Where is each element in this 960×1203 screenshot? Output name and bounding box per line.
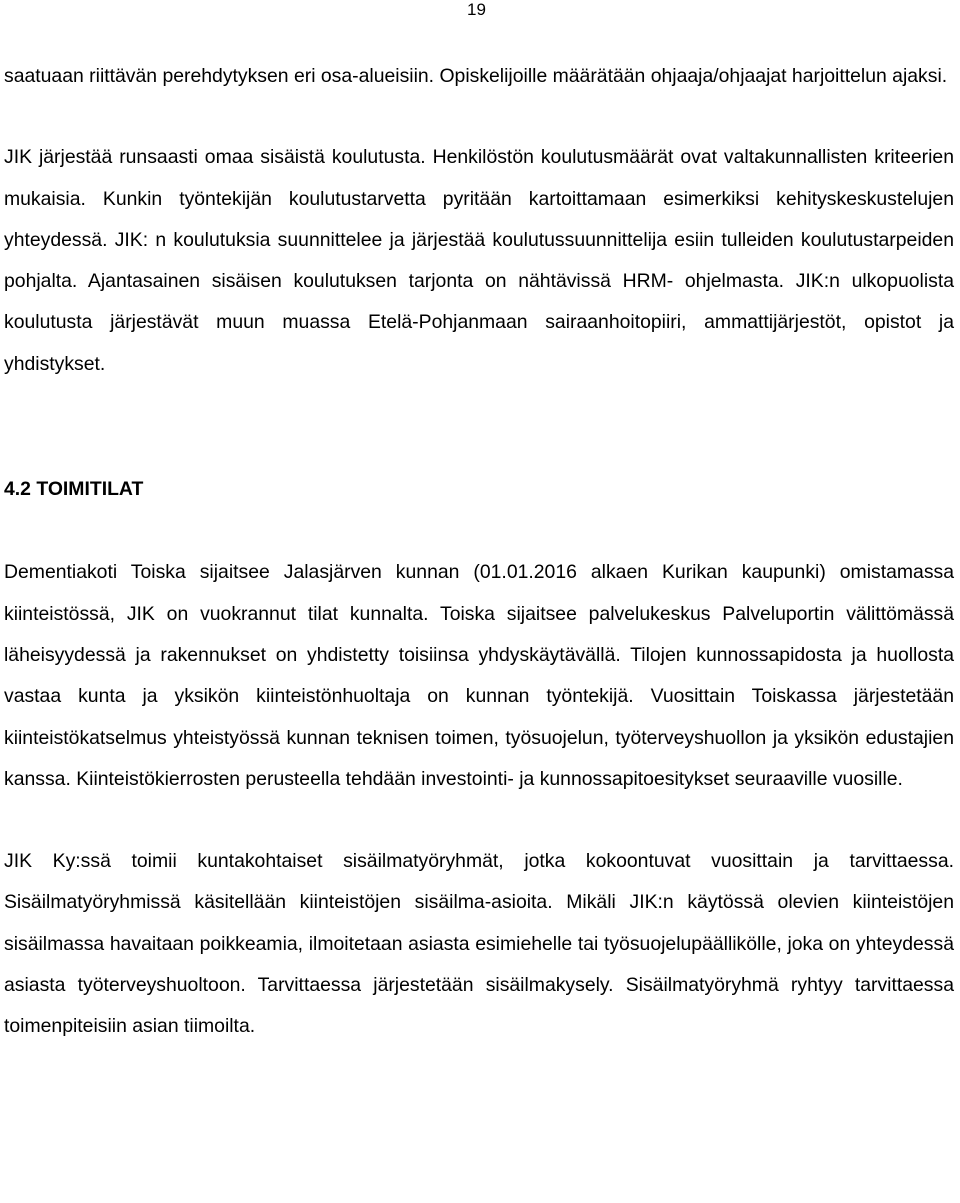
paragraph-indoor-air: JIK Ky:ssä toimii kuntakohtaiset sisäilmatyöryhmät, jotka kokoontuvat vuosittain ja tarvittaessa. Sisäilmatyöryhmissä käsitellään kiinteistöjen sisäilma-asioita. Mikäli JIK:n käytössä olevien kiinteistöjen sisäilmassa havaitaan poikkeamia, ilmoitetaan asiasta esimiehelle tai työsuojelupäällikölle, joka on yhteydessä asiasta työterveyshuoltoon. Tarvittaessa järjestetään sisäilmakysely. Sisäilmatyöryhmä ryhtyy tarvittaessa toimenpiteisiin asian tiimoilta. [4,850,954,1038]
paragraph-intro-continuation: saatuaan riittävän perehdytyksen eri osa-alueisiin. Opiskelijoille määrätään ohjaaja/ohjaajat harjoittelun ajaksi. [4,65,948,87]
page-number: 19 [467,0,486,19]
document-body [4,56,954,1048]
paragraph-premises: Dementiakoti Toiska sijaitsee Jalasjärven kunnan (01.01.2016 alkaen Kurikan kaupunki) omistamassa kiinteistössä, JIK on vuokrannut tilat kunnalta. Toiska sijaitsee palvelukeskus Palveluportin välittömässä läheisyydessä ja rakennukset on yhdistetty toisiinsa yhdyskäytävällä. Tilojen kunnossapidosta ja huollosta vastaa kunta ja yksikön kiinteistönhuoltaja on kunnan työntekijä. Vuosittain Toiskassa järjestetään kiinteistökatselmus yhteistyössä kunnan teknisen toimen, työsuojelun, työterveyshuollon ja yksikön edustajien kanssa. Kiinteistökierrosten perusteella tehdään investointi- ja kunnossapitoesitykset seuraaville vuosille. [4,561,954,790]
paragraph-training: JIK järjestää runsaasti omaa sisäistä koulutusta. Henkilöstön koulutusmäärät ovat valtakunnallisten kriteerien mukaisia. Kunkin työntekijän koulutustarvetta pyritään kartoittamaan esimerkiksi kehityskeskustelujen yhteydessä. JIK: n koulutuksia suunnittelee ja järjestää koulutussuunnittelija esiin tulleiden koulutustarpeiden pohjalta. Ajantasainen sisäisen koulutuksen tarjonta on nähtävissä HRM- ohjelmasta. JIK:n ulkopuolista koulutusta järjestävät muun muassa Etelä-Pohjanmaan sairaanhoitopiiri, ammattijärjestöt, opistot ja yhdistykset. [4,146,954,375]
section-heading: 4.2 TOIMITILAT [4,478,144,501]
